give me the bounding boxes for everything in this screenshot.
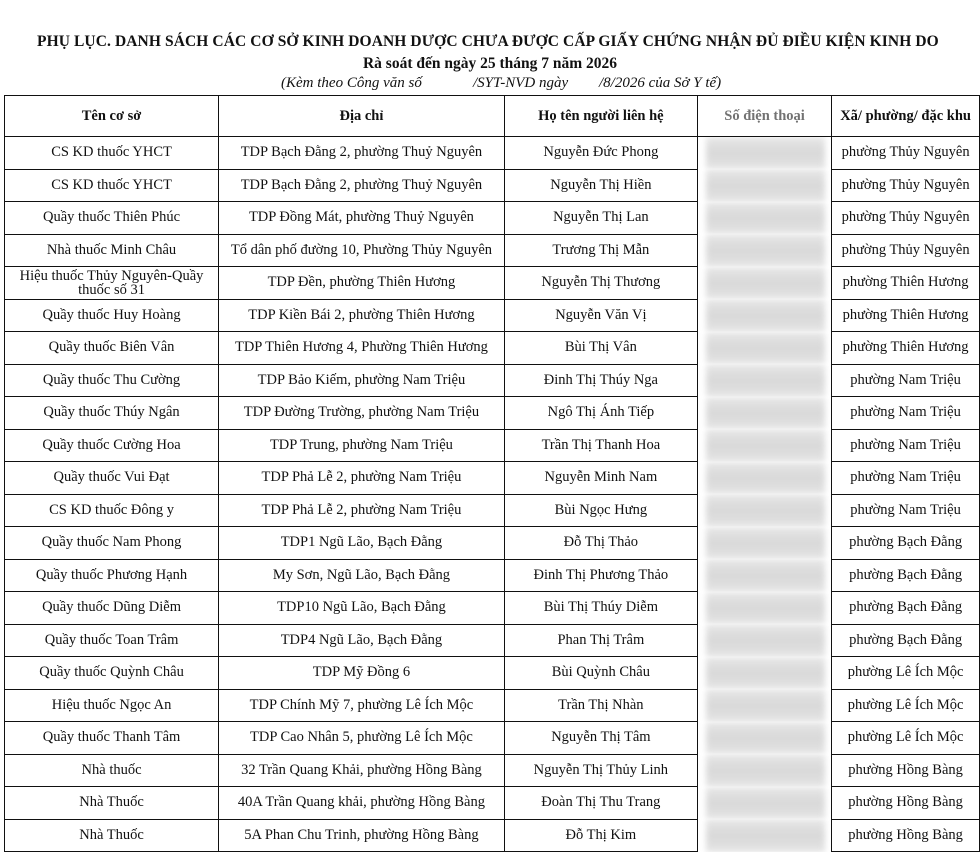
header-address: Địa chỉ xyxy=(219,96,505,137)
cell-establishment-name: Quầy thuốc Phương Hạnh xyxy=(5,559,219,592)
cell-phone xyxy=(697,169,831,202)
cell-phone xyxy=(697,494,831,527)
reference-part1: (Kèm theo Công văn số xyxy=(281,75,422,91)
redacted-phone-blur xyxy=(706,267,825,300)
cell-phone xyxy=(697,527,831,560)
cell-phone xyxy=(697,234,831,267)
cell-address: TDP Phả Lễ 2, phường Nam Triệu xyxy=(219,462,505,495)
table-row xyxy=(5,169,980,202)
cell-contact-name: Đinh Thị Thúy Nga xyxy=(504,364,697,397)
cell-contact-name: Đỗ Thị Kim xyxy=(504,819,697,852)
redacted-phone-blur xyxy=(706,722,825,755)
cell-establishment-name: Quầy thuốc Thanh Tâm xyxy=(5,722,219,755)
cell-phone xyxy=(697,559,831,592)
header-phone: Số điện thoại xyxy=(697,96,831,137)
cell-ward: phường Bạch Đằng xyxy=(832,527,980,560)
table-row xyxy=(5,624,980,657)
table-row xyxy=(5,462,980,495)
cell-contact-name: Nguyễn Thị Hiền xyxy=(504,169,697,202)
redacted-phone-blur xyxy=(706,137,825,169)
cell-contact-name: Đinh Thị Phương Thảo xyxy=(504,559,697,592)
redacted-phone-blur xyxy=(706,299,825,332)
cell-address: TDP Chính Mỹ 7, phường Lê Ích Mộc xyxy=(219,689,505,722)
cell-contact-name: Trần Thị Nhàn xyxy=(504,689,697,722)
document-title: PHỤ LỤC. DANH SÁCH CÁC CƠ SỞ KINH DOANH DƯỢC CHƯA ĐƯỢC CẤP GIẤY CHỨNG NHẬN ĐỦ ĐIỀU KIỆN KINH DO xyxy=(37,33,939,50)
redacted-phone-blur xyxy=(706,657,825,690)
cell-address: TDP Cao Nhân 5, phường Lê Ích Mộc xyxy=(219,722,505,755)
cell-contact-name: Nguyễn Thị Tâm xyxy=(504,722,697,755)
cell-phone xyxy=(697,137,831,170)
cell-address: 5A Phan Chu Trinh, phường Hồng Bàng xyxy=(219,819,505,852)
cell-contact-name: Phan Thị Trâm xyxy=(504,624,697,657)
table-row xyxy=(5,722,980,755)
redacted-phone-blur xyxy=(706,819,825,852)
cell-address: 32 Trần Quang Khải, phường Hồng Bàng xyxy=(219,754,505,787)
cell-address: TDP Mỹ Đồng 6 xyxy=(219,657,505,690)
cell-establishment-name: CS KD thuốc YHCT xyxy=(5,137,219,170)
table-row xyxy=(5,592,980,625)
cell-ward: phường Lê Ích Mộc xyxy=(832,689,980,722)
cell-contact-name: Nguyễn Thị Thủy Linh xyxy=(504,754,697,787)
header-contact-name: Họ tên người liên hệ xyxy=(504,96,697,137)
establishments-table xyxy=(4,95,980,852)
table-row xyxy=(5,787,980,820)
cell-ward: phường Hồng Bàng xyxy=(832,787,980,820)
cell-phone xyxy=(697,429,831,462)
cell-establishment-name: CS KD thuốc YHCT xyxy=(5,169,219,202)
reference-part2: /SYT-NVD ngày xyxy=(473,75,569,91)
cell-ward: phường Nam Triệu xyxy=(832,462,980,495)
cell-address: TDP Phả Lễ 2, phường Nam Triệu xyxy=(219,494,505,527)
table-body xyxy=(5,137,980,852)
cell-ward: phường Hồng Bàng xyxy=(832,754,980,787)
table-row xyxy=(5,397,980,430)
table-row xyxy=(5,137,980,170)
cell-contact-name: Nguyễn Văn Vị xyxy=(504,299,697,332)
cell-phone xyxy=(697,787,831,820)
cell-contact-name: Bùi Ngọc Hưng xyxy=(504,494,697,527)
redacted-phone-blur xyxy=(706,689,825,722)
table-row xyxy=(5,819,980,852)
table-row xyxy=(5,754,980,787)
cell-establishment-name: Nhà Thuốc xyxy=(5,819,219,852)
cell-establishment-name: Quầy thuốc Huy Hoàng xyxy=(5,299,219,332)
cell-contact-name: Trương Thị Mẫn xyxy=(504,234,697,267)
cell-contact-name: Trần Thị Thanh Hoa xyxy=(504,429,697,462)
cell-establishment-name: Nhà thuốc xyxy=(5,754,219,787)
cell-contact-name: Ngô Thị Ánh Tiếp xyxy=(504,397,697,430)
cell-address: TDP10 Ngũ Lão, Bạch Đằng xyxy=(219,592,505,625)
cell-phone xyxy=(697,397,831,430)
table-row xyxy=(5,202,980,235)
redacted-phone-blur xyxy=(706,202,825,235)
redacted-phone-blur xyxy=(706,787,825,820)
redacted-phone-blur xyxy=(706,559,825,592)
table-row xyxy=(5,559,980,592)
cell-contact-name: Nguyễn Thị Thương xyxy=(504,267,697,300)
redacted-phone-blur xyxy=(706,234,825,267)
cell-ward: phường Nam Triệu xyxy=(832,429,980,462)
cell-establishment-name: Nhà thuốc Minh Châu xyxy=(5,234,219,267)
cell-ward: phường Nam Triệu xyxy=(832,494,980,527)
cell-phone xyxy=(697,202,831,235)
document-reference xyxy=(0,75,980,92)
cell-address: TDP Đền, phường Thiên Hương xyxy=(219,267,505,300)
table-row xyxy=(5,332,980,365)
redacted-phone-blur xyxy=(706,429,825,462)
cell-establishment-name: Hiệu thuốc Thủy Nguyên-Quầy thuốc số 31 xyxy=(5,267,219,300)
cell-address: TDP Bạch Đằng 2, phường Thuỷ Nguyên xyxy=(219,137,505,170)
cell-ward: phường Thủy Nguyên xyxy=(832,202,980,235)
cell-ward: phường Bạch Đằng xyxy=(832,592,980,625)
cell-establishment-name: Quầy thuốc Nam Phong xyxy=(5,527,219,560)
table-row xyxy=(5,267,980,300)
cell-establishment-name: Hiệu thuốc Ngọc An xyxy=(5,689,219,722)
cell-ward: phường Bạch Đằng xyxy=(832,559,980,592)
cell-ward: phường Bạch Đằng xyxy=(832,624,980,657)
cell-ward: phường Nam Triệu xyxy=(832,364,980,397)
cell-address: TDP1 Ngũ Lão, Bạch Đằng xyxy=(219,527,505,560)
cell-address: TDP Bảo Kiếm, phường Nam Triệu xyxy=(219,364,505,397)
cell-phone xyxy=(697,332,831,365)
table-row xyxy=(5,657,980,690)
cell-address: TDP Trung, phường Nam Triệu xyxy=(219,429,505,462)
table-row xyxy=(5,494,980,527)
cell-ward: phường Lê Ích Mộc xyxy=(832,722,980,755)
cell-phone xyxy=(697,657,831,690)
cell-ward: phường Hồng Bàng xyxy=(832,819,980,852)
cell-ward: phường Thiên Hương xyxy=(832,299,980,332)
table-row xyxy=(5,299,980,332)
table-row xyxy=(5,429,980,462)
cell-establishment-name: Quầy thuốc Dũng Diễm xyxy=(5,592,219,625)
cell-ward: phường Thiên Hương xyxy=(832,332,980,365)
cell-ward: phường Thủy Nguyên xyxy=(832,234,980,267)
cell-phone xyxy=(697,819,831,852)
cell-establishment-name: Nhà Thuốc xyxy=(5,787,219,820)
cell-establishment-name: Quầy thuốc Thu Cường xyxy=(5,364,219,397)
cell-address: TDP Kiền Bái 2, phường Thiên Hương xyxy=(219,299,505,332)
redacted-phone-blur xyxy=(706,462,825,495)
redacted-phone-blur xyxy=(706,624,825,657)
cell-establishment-name: CS KD thuốc Đông y xyxy=(5,494,219,527)
cell-phone xyxy=(697,754,831,787)
cell-establishment-name: Quầy thuốc Cường Hoa xyxy=(5,429,219,462)
cell-address: TDP4 Ngũ Lão, Bạch Đằng xyxy=(219,624,505,657)
cell-ward: phường Thiên Hương xyxy=(832,267,980,300)
redacted-phone-blur xyxy=(706,169,825,202)
cell-address: TDP Đồng Mát, phường Thuỷ Nguyên xyxy=(219,202,505,235)
cell-phone xyxy=(697,689,831,722)
document-subtitle: Rà soát đến ngày 25 tháng 7 năm 2026 xyxy=(362,55,618,72)
cell-phone xyxy=(697,299,831,332)
table-row xyxy=(5,689,980,722)
redacted-phone-blur xyxy=(706,397,825,430)
cell-establishment-name: Quầy thuốc Toan Trâm xyxy=(5,624,219,657)
cell-phone xyxy=(697,722,831,755)
cell-contact-name: Bùi Thị Thúy Diễm xyxy=(504,592,697,625)
header-establishment-name: Tên cơ sở xyxy=(5,96,219,137)
cell-address: TDP Đường Trường, phường Nam Triệu xyxy=(219,397,505,430)
cell-establishment-name: Quầy thuốc Quỳnh Châu xyxy=(5,657,219,690)
cell-establishment-name: Quầy thuốc Biên Vân xyxy=(5,332,219,365)
redacted-phone-blur xyxy=(706,592,825,625)
table-row xyxy=(5,234,980,267)
cell-address: TDP Thiên Hương 4, Phường Thiên Hương xyxy=(219,332,505,365)
reference-part3: /8/2026 của Sở Y tế) xyxy=(599,75,722,91)
redacted-phone-blur xyxy=(706,527,825,560)
cell-ward: phường Thủy Nguyên xyxy=(832,137,980,170)
redacted-phone-blur xyxy=(706,332,825,365)
cell-phone xyxy=(697,462,831,495)
header-ward: Xã/ phường/ đặc khu xyxy=(832,96,980,137)
cell-phone xyxy=(697,592,831,625)
cell-contact-name: Nguyễn Thị Lan xyxy=(504,202,697,235)
cell-contact-name: Nguyễn Đức Phong xyxy=(504,137,697,170)
cell-contact-name: Nguyễn Minh Nam xyxy=(504,462,697,495)
redacted-phone-blur xyxy=(706,754,825,787)
cell-phone xyxy=(697,624,831,657)
table-row xyxy=(5,364,980,397)
cell-address: TDP Bạch Đằng 2, phường Thuỷ Nguyên xyxy=(219,169,505,202)
cell-phone xyxy=(697,267,831,300)
table-row xyxy=(5,527,980,560)
cell-ward: phường Thủy Nguyên xyxy=(832,169,980,202)
cell-address: Tổ dân phố đường 10, Phường Thủy Nguyên xyxy=(219,234,505,267)
redacted-phone-blur xyxy=(706,364,825,397)
cell-establishment-name: Quầy thuốc Vui Đạt xyxy=(5,462,219,495)
cell-contact-name: Bùi Quỳnh Châu xyxy=(504,657,697,690)
cell-establishment-name: Quầy thuốc Thiên Phúc xyxy=(5,202,219,235)
cell-contact-name: Đỗ Thị Thảo xyxy=(504,527,697,560)
cell-contact-name: Đoàn Thị Thu Trang xyxy=(504,787,697,820)
cell-ward: phường Nam Triệu xyxy=(832,397,980,430)
cell-ward: phường Lê Ích Mộc xyxy=(832,657,980,690)
cell-address: 40A Trần Quang khải, phường Hồng Bàng xyxy=(219,787,505,820)
cell-address: My Sơn, Ngũ Lão, Bạch Đằng xyxy=(219,559,505,592)
cell-establishment-name: Quầy thuốc Thúy Ngân xyxy=(5,397,219,430)
table-header-row xyxy=(5,96,980,137)
redacted-phone-blur xyxy=(706,494,825,527)
cell-contact-name: Bùi Thị Vân xyxy=(504,332,697,365)
cell-phone xyxy=(697,364,831,397)
